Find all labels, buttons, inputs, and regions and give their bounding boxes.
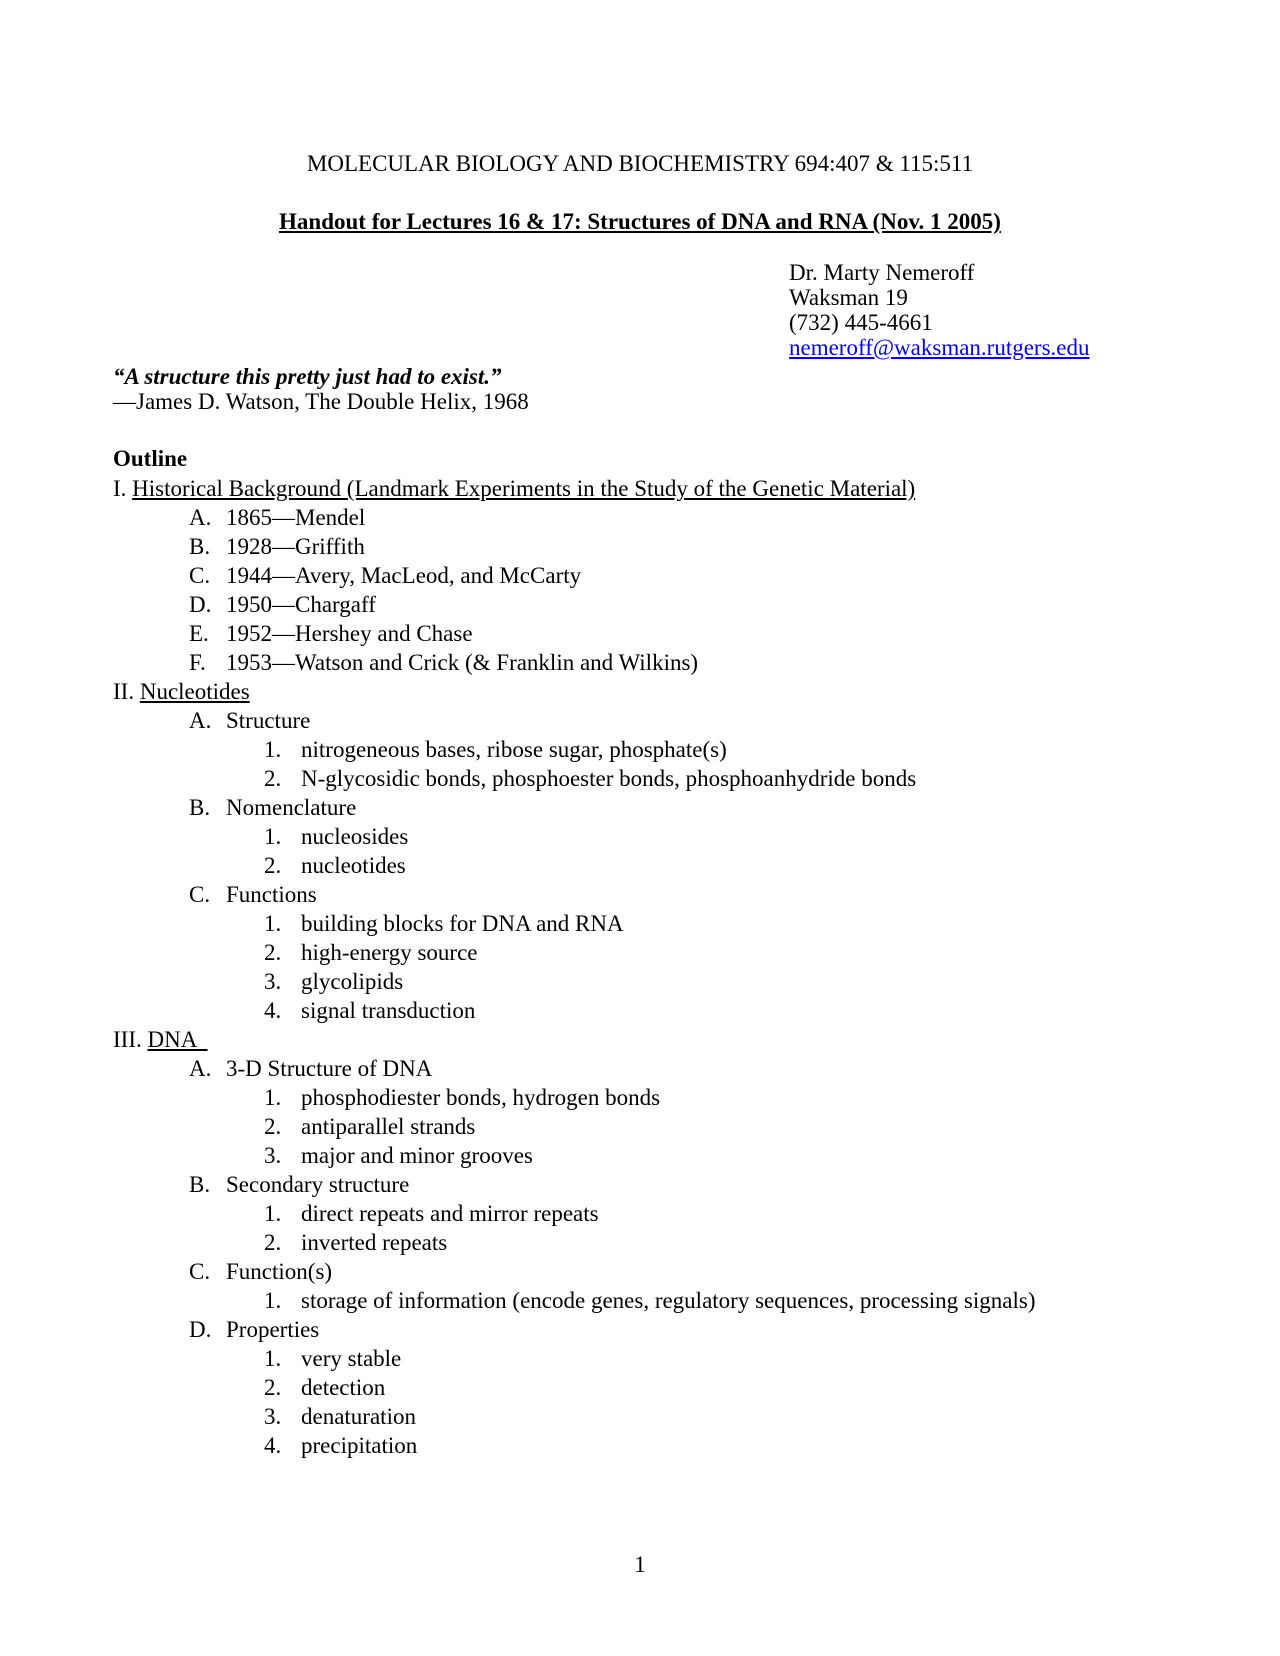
- outline-subitem: [113, 938, 1035, 967]
- subitem-text: antiparallel strands: [301, 1114, 476, 1139]
- outline-item: [113, 590, 1035, 619]
- outline-item: [113, 561, 1035, 590]
- subitem-number: 2.: [264, 766, 282, 791]
- subitem-number: 2.: [264, 1114, 282, 1139]
- subitem-number: 3.: [264, 969, 282, 994]
- outline-item: [113, 1170, 1035, 1199]
- subitem-text: signal transduction: [301, 998, 476, 1023]
- subitem-number: 3.: [264, 1143, 282, 1168]
- outline-section: [113, 474, 1035, 503]
- item-text: Nomenclature: [226, 795, 357, 820]
- item-text: 1952—Hershey and Chase: [226, 621, 473, 646]
- subitem-number: 2.: [264, 1375, 282, 1400]
- section-number: I.: [113, 476, 133, 501]
- subitem-text: glycolipids: [301, 969, 404, 994]
- subitem-text: storage of information (encode genes, regulatory sequences, processing signals): [301, 1288, 1036, 1313]
- outline-subitem: [113, 764, 1035, 793]
- subitem-text: high-energy source: [301, 940, 478, 965]
- instructor-office: Waksman 19: [789, 285, 908, 310]
- outline-subitem: [113, 909, 1035, 938]
- item-letter: D.: [189, 592, 212, 617]
- outline-subitem: [113, 851, 1035, 880]
- outline-item: [113, 503, 1035, 532]
- item-letter: A.: [189, 708, 212, 733]
- outline-subitem: [113, 1373, 1035, 1402]
- subitem-number: 4.: [264, 1433, 282, 1458]
- outline-subitem: [113, 822, 1035, 851]
- subitem-text: nitrogeneous bases, ribose sugar, phosphate(s): [301, 737, 727, 762]
- subitem-number: 1.: [264, 1201, 282, 1226]
- item-letter: C.: [189, 1259, 211, 1284]
- outline-subitem: [113, 1402, 1035, 1431]
- subitem-number: 4.: [264, 998, 282, 1023]
- subitem-number: 1.: [264, 737, 282, 762]
- section-title: DNA: [147, 1027, 208, 1052]
- outline-subitem: [113, 1199, 1035, 1228]
- subitem-text: N-glycosidic bonds, phosphoester bonds, phosphoanhydride bonds: [301, 766, 917, 791]
- subitem-text: denaturation: [301, 1404, 416, 1429]
- item-text: 1944—Avery, MacLeod, and McCarty: [226, 563, 582, 588]
- outline-subitem: [113, 1112, 1035, 1141]
- outline-subitem: [113, 1344, 1035, 1373]
- subitem-number: 1.: [264, 911, 282, 936]
- item-text: 1953—Watson and Crick (& Franklin and Wilkins): [226, 650, 699, 675]
- item-letter: F.: [189, 650, 206, 675]
- item-letter: B.: [189, 795, 211, 820]
- instructor-phone: (732) 445-4661: [789, 310, 933, 335]
- item-letter: A.: [189, 505, 212, 530]
- outline-subitem: [113, 1431, 1035, 1460]
- subitem-text: major and minor grooves: [301, 1143, 533, 1168]
- outline-item: [113, 1315, 1035, 1344]
- item-text: Function(s): [226, 1259, 333, 1284]
- item-text: Structure: [226, 708, 311, 733]
- contact-block: [789, 260, 1090, 360]
- subitem-text: direct repeats and mirror repeats: [301, 1201, 599, 1226]
- subitem-text: phosphodiester bonds, hydrogen bonds: [301, 1085, 661, 1110]
- item-letter: D.: [189, 1317, 212, 1342]
- subitem-number: 2.: [264, 1230, 282, 1255]
- subitem-text: very stable: [301, 1346, 402, 1371]
- item-letter: C.: [189, 563, 211, 588]
- outline-subitem: [113, 1083, 1035, 1112]
- outline-subitem: [113, 967, 1035, 996]
- outline-subitem: [113, 735, 1035, 764]
- outline-item: [113, 619, 1035, 648]
- subitem-text: precipitation: [301, 1433, 418, 1458]
- section-number: II.: [113, 679, 140, 704]
- outline-item: [113, 648, 1035, 677]
- outline-item: [113, 793, 1035, 822]
- course-title: MOLECULAR BIOLOGY AND BIOCHEMISTRY 694:407 & 115:511: [306, 151, 974, 176]
- item-text: 1928—Griffith: [226, 534, 365, 559]
- outline-list: [113, 474, 1035, 1460]
- subitem-number: 2.: [264, 853, 282, 878]
- item-text: Secondary structure: [226, 1172, 410, 1197]
- outline-item: [113, 880, 1035, 909]
- outline-subitem: [113, 996, 1035, 1025]
- item-letter: C.: [189, 882, 211, 907]
- subitem-text: nucleosides: [301, 824, 409, 849]
- item-text: 3-D Structure of DNA: [226, 1056, 433, 1081]
- item-text: Properties: [226, 1317, 320, 1342]
- item-text: 1865—Mendel: [226, 505, 366, 530]
- outline-subitem: [113, 1228, 1035, 1257]
- subitem-number: 1.: [264, 1346, 282, 1371]
- subitem-number: 1.: [264, 1085, 282, 1110]
- outline-item: [113, 532, 1035, 561]
- subitem-text: nucleotides: [301, 853, 406, 878]
- outline-section: [113, 1025, 1035, 1054]
- handout-title: Handout for Lectures 16 & 17: Structures of DNA and RNA (Nov. 1 2005): [279, 209, 1001, 234]
- subitem-text: inverted repeats: [301, 1230, 448, 1255]
- outline-item: [113, 1257, 1035, 1286]
- section-number: III.: [113, 1027, 148, 1052]
- outline-item: [113, 706, 1035, 735]
- subitem-number: 3.: [264, 1404, 282, 1429]
- quote-text: “A structure this pretty just had to exist.”: [113, 364, 502, 389]
- outline-section: [113, 677, 1035, 706]
- page-number: 1: [634, 1552, 646, 1577]
- instructor-email-link[interactable]: nemeroff@waksman.rutgers.edu: [789, 335, 1090, 360]
- outline-subitem: [113, 1286, 1035, 1315]
- section-title: Historical Background (Landmark Experiments in the Study of the Genetic Material): [132, 476, 916, 501]
- subitem-text: building blocks for DNA and RNA: [301, 911, 624, 936]
- item-letter: E.: [189, 621, 209, 646]
- section-title: Nucleotides: [139, 679, 250, 704]
- quote-attribution: —James D. Watson, The Double Helix, 1968: [113, 389, 529, 414]
- subitem-number: 2.: [264, 940, 282, 965]
- outline-subitem: [113, 1141, 1035, 1170]
- subitem-number: 1.: [264, 824, 282, 849]
- item-text: Functions: [226, 882, 317, 907]
- item-letter: A.: [189, 1056, 212, 1081]
- item-text: 1950—Chargaff: [226, 592, 376, 617]
- outline-heading: Outline: [113, 446, 188, 471]
- subitem-number: 1.: [264, 1288, 282, 1313]
- subitem-text: detection: [301, 1375, 386, 1400]
- item-letter: B.: [189, 1172, 211, 1197]
- item-letter: B.: [189, 534, 211, 559]
- outline-item: [113, 1054, 1035, 1083]
- instructor-name: Dr. Marty Nemeroff: [789, 260, 975, 285]
